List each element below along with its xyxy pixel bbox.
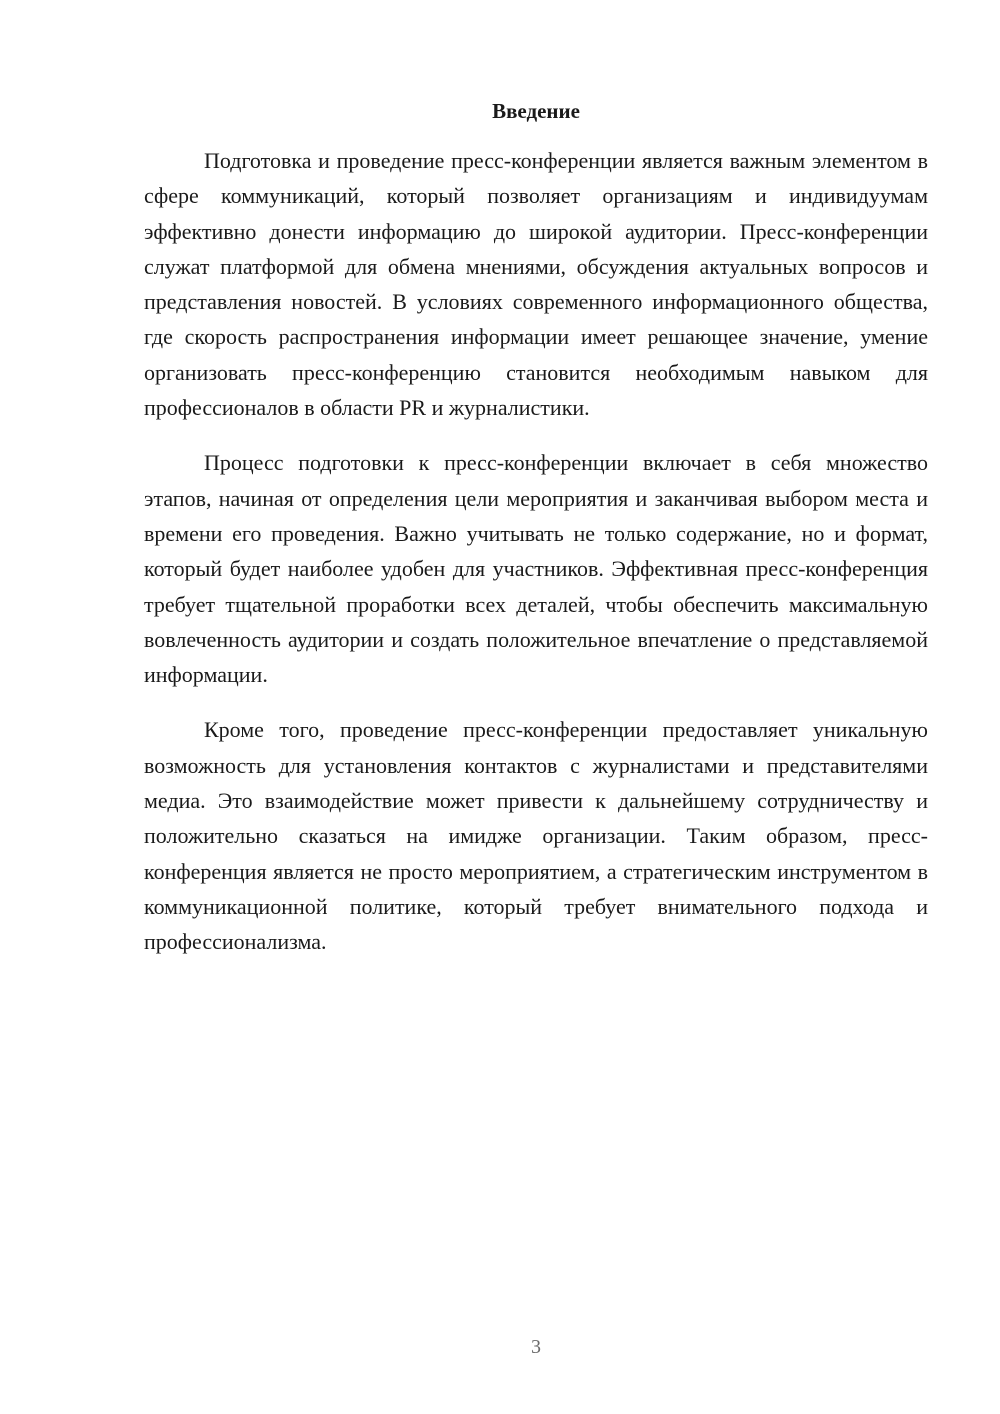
section-title: Введение	[492, 99, 580, 123]
document-body	[144, 143, 928, 960]
page-number: 3	[531, 1336, 541, 1358]
paragraph-intro: Подготовка и проведение пресс-конференции является важным элементом в сфере коммуникаций, который позволяет организациям и индивидуумам эффективно донести информацию до широкой аудитории. Пресс-конференции служат платформой для обмена мнениями, обсуждения актуальных вопросов и представления новостей. В условиях современного информационного общества, где скорость распространения информации имеет решающее значение, умение организовать пресс-конференцию становится необходимым навыком для профессионалов в области PR и журналистики.	[144, 148, 928, 421]
paragraph-conclusion: Кроме того, проведение пресс-конференции предоставляет уникальную возможность для установления контактов с журналистами и представителями медиа. Это взаимодействие может привести к дальнейшему сотрудничеству и положительно сказаться на имидже организации. Таким образом, пресс-конференция является не просто мероприятием, а стратегическим инструментом в коммуникационной политике, который требует внимательного подхода и профессионализма.	[144, 717, 928, 955]
paragraph-preparation-process: Процесс подготовки к пресс-конференции включает в себя множество этапов, начиная от определения цели мероприятия и заканчивая выбором места и времени его проведения. Важно учитывать не только содержание, но и формат, который будет наиболее удобен для участников. Эффективная пресс-конференция требует тщательной проработки всех деталей, чтобы обеспечить максимальную вовлеченность аудитории и создать положительное впечатление о представляемой информации.	[144, 450, 928, 688]
